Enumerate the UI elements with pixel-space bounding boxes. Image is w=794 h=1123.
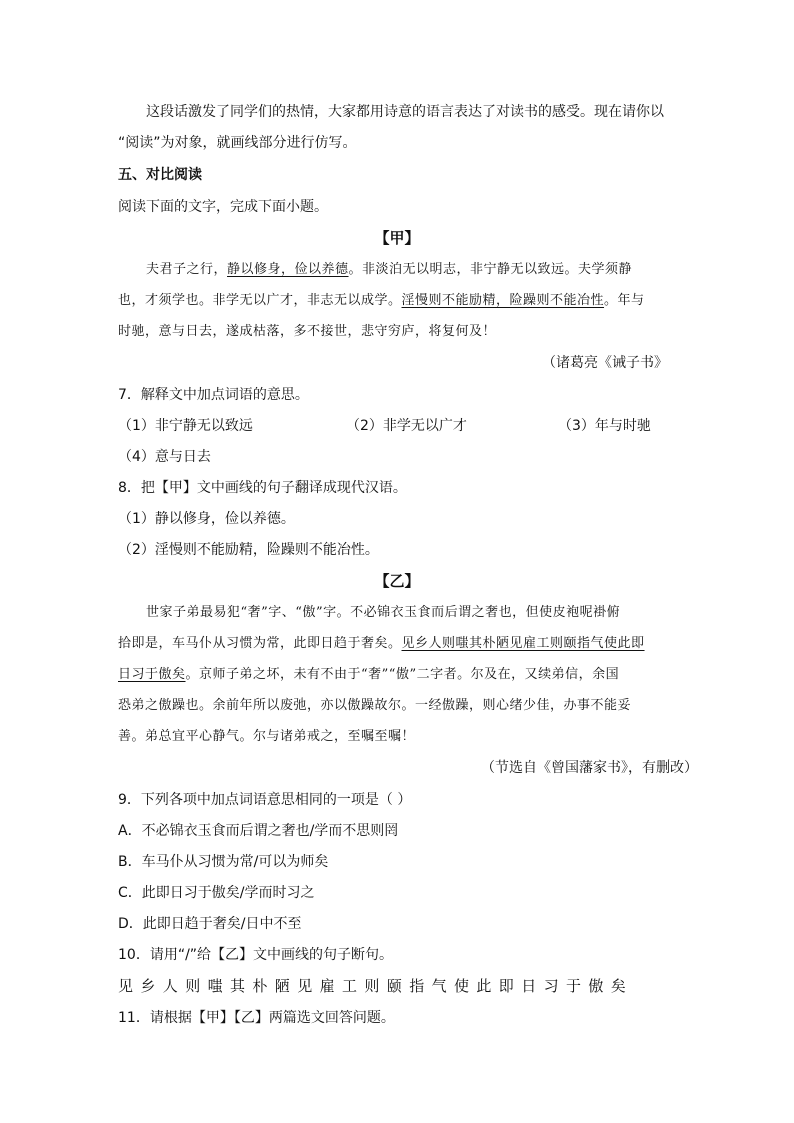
q10-stem: 10．请用“/”给【乙】文中画线的句子断句。 xyxy=(118,947,394,963)
underlined-sentence: 日习于傲矣 xyxy=(118,667,186,682)
q9-stem: 9．下列各项中加点词语意思相同的一项是（ ） xyxy=(118,792,412,808)
section-heading: 五、对比阅读 xyxy=(118,167,202,183)
passage-jia-line-1 xyxy=(146,260,632,280)
passage-text: 。年与 xyxy=(604,293,645,308)
q9-option-b: B．车马仆从习惯为常/可以为师矣 xyxy=(118,854,329,870)
passage-yi-source: （节选自《曾国藩家书》，有删改） xyxy=(481,760,698,776)
q11-stem: 11．请根据【甲】【乙】两篇选文回答问题。 xyxy=(118,1010,395,1026)
passage-text: 。京师子弟之坏，未有不由于“奢”“傲”二字者。尔及在，又续弟信，余国 xyxy=(185,667,620,682)
q7-item-2: （2）非学无以广才 xyxy=(346,418,467,434)
intro-line-1: 这段话激发了同学们的热情，大家都用诗意的语言表达了对读书的感受。现在请你以 xyxy=(146,104,664,120)
passage-yi-title: 【乙】 xyxy=(374,572,420,590)
passage-yi-line-5: 善。弟总宜平心静气。尔与诸弟戒之，至嘱至嘱！ xyxy=(118,729,416,744)
passage-text: 也，才须学也。非学无以广才，非志无以成学。 xyxy=(118,293,402,308)
passage-jia-source: （诸葛亮《诫子书》 xyxy=(542,355,668,371)
q9-option-c: C．此即日习于傲矣/学而时习之 xyxy=(118,885,315,901)
passage-jia-line-2 xyxy=(118,291,645,311)
intro-line-2: “阅读”为对象，就画线部分进行仿写。 xyxy=(118,135,357,151)
q7-stem: 7．解释文中加点词语的意思。 xyxy=(118,387,309,403)
underlined-sentence: 见乡人则嗤其朴陋见雇工则颐指气使此即 xyxy=(401,636,645,651)
passage-text: 拾即是，车马仆从习惯为常，此即日趋于奢矣。 xyxy=(118,636,402,651)
passage-jia-title: 【甲】 xyxy=(374,229,420,247)
q8-item-2: （2）淫慢则不能励精，险躁则不能冶性。 xyxy=(118,542,379,558)
q8-item-1: （1）静以修身，俭以养德。 xyxy=(118,511,295,527)
passage-jia-line-3: 时驰，意与日去，遂成枯落，多不接世，悲守穷庐，将复何及！ xyxy=(118,324,497,339)
q7-item-4: （4）意与日去 xyxy=(118,449,211,465)
section-instruction: 阅读下面的文字，完成下面小题。 xyxy=(118,199,328,215)
q9-option-d: D．此即日趋于奢矣/日中不至 xyxy=(118,916,302,932)
passage-yi-line-4: 恐弟之傲躁也。余前年所以废弛，亦以傲躁故尔。一经傲躁，则心绪少佳，办事不能妥 xyxy=(118,698,632,713)
passage-yi-line-1: 世家子弟最易犯“奢”字、“傲”字。不必锦衣玉食而后谓之奢也，但使皮袍呢褂俯 xyxy=(146,605,621,620)
passage-yi-line-2 xyxy=(118,634,645,654)
passage-text: 夫君子之行， xyxy=(146,262,228,277)
passage-yi-line-3 xyxy=(118,665,619,685)
q8-stem: 8．把【甲】文中画线的句子翻译成现代汉语。 xyxy=(118,480,407,496)
q10-sentence: 见乡人则嗤其朴陋见雇工则颐指气使此即日习于傲矣 xyxy=(118,977,634,995)
passage-text: 。非淡泊无以明志，非宁静无以致远。夫学须静 xyxy=(348,262,633,277)
underlined-sentence: 静以修身，俭以养德 xyxy=(227,262,349,277)
underlined-sentence: 淫慢则不能励精，险躁则不能冶性 xyxy=(401,293,605,308)
q7-item-1: （1）非宁静无以致远 xyxy=(118,418,253,434)
q7-item-3: （3）年与时驰 xyxy=(558,418,651,434)
q9-option-a: A．不必锦衣玉食而后谓之奢也/学而不思则罔 xyxy=(118,823,399,839)
